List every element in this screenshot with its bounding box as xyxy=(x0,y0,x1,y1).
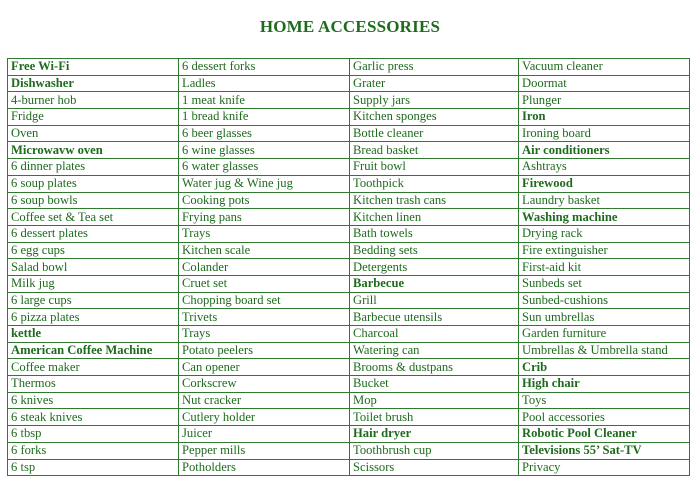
table-cell: Toilet brush xyxy=(350,409,519,426)
table-row xyxy=(8,175,690,192)
table-cell: Mop xyxy=(350,392,519,409)
table-row xyxy=(8,292,690,309)
table-cell: 6 forks xyxy=(8,442,179,459)
table-row xyxy=(8,426,690,443)
table-cell: Charcoal xyxy=(350,326,519,343)
table-cell: Grater xyxy=(350,75,519,92)
table-cell: Detergents xyxy=(350,259,519,276)
table-cell: Vacuum cleaner xyxy=(519,59,690,76)
table-cell: Barbecue utensils xyxy=(350,309,519,326)
table-cell: 6 dessert forks xyxy=(179,59,350,76)
table-cell: Milk jug xyxy=(8,275,179,292)
table-cell: 6 soup plates xyxy=(8,175,179,192)
table-cell: Televisions 55’ Sat-TV xyxy=(519,442,690,459)
table-cell: 6 beer glasses xyxy=(179,125,350,142)
table-cell: Kitchen trash cans xyxy=(350,192,519,209)
table-cell: Laundry basket xyxy=(519,192,690,209)
table-cell: Sun umbrellas xyxy=(519,309,690,326)
table-cell: Toys xyxy=(519,392,690,409)
table-cell: Water jug & Wine jug xyxy=(179,175,350,192)
table-cell: Doormat xyxy=(519,75,690,92)
page-title: HOME ACCESSORIES xyxy=(259,17,441,36)
table-cell: Ladles xyxy=(179,75,350,92)
table-cell: Coffee maker xyxy=(8,359,179,376)
table-cell: Frying pans xyxy=(179,209,350,226)
table-cell: Thermos xyxy=(8,376,179,393)
table-cell: 6 dessert plates xyxy=(8,225,179,242)
table-cell: Washing machine xyxy=(519,209,690,226)
table-row xyxy=(8,125,690,142)
table-row xyxy=(8,442,690,459)
table-cell: Bedding sets xyxy=(350,242,519,259)
table-cell: Crib xyxy=(519,359,690,376)
table-row xyxy=(8,92,690,109)
table-cell: Colander xyxy=(179,259,350,276)
table-cell: 1 meat knife xyxy=(179,92,350,109)
table-cell: Free Wi-Fi xyxy=(8,59,179,76)
table-row xyxy=(8,359,690,376)
table-cell: Kitchen sponges xyxy=(350,109,519,126)
table-cell: Watering can xyxy=(350,342,519,359)
table-cell: Privacy xyxy=(519,459,690,476)
table-cell: Fruit bowl xyxy=(350,159,519,176)
table-cell: Toothpick xyxy=(350,175,519,192)
table-cell: Cutlery holder xyxy=(179,409,350,426)
table-cell: Toothbrush cup xyxy=(350,442,519,459)
table-cell: Corkscrew xyxy=(179,376,350,393)
table-cell: First-aid kit xyxy=(519,259,690,276)
table-cell: 6 tsp xyxy=(8,459,179,476)
table-cell: Juicer xyxy=(179,426,350,443)
table-cell: 1 bread knife xyxy=(179,109,350,126)
table-cell: Can opener xyxy=(179,359,350,376)
table-cell: Dishwasher xyxy=(8,75,179,92)
table-cell: Sunbeds set xyxy=(519,275,690,292)
table-cell: Cruet set xyxy=(179,275,350,292)
table-row xyxy=(8,242,690,259)
table-cell: 6 large cups xyxy=(8,292,179,309)
table-row xyxy=(8,192,690,209)
table-cell: Fire extinguisher xyxy=(519,242,690,259)
table-cell: Hair dryer xyxy=(350,426,519,443)
table-cell: Iron xyxy=(519,109,690,126)
table-cell: Kitchen linen xyxy=(350,209,519,226)
table-cell: Ironing board xyxy=(519,125,690,142)
table-row xyxy=(8,209,690,226)
table-cell: Kitchen scale xyxy=(179,242,350,259)
table-row xyxy=(8,109,690,126)
table-cell: 6 pizza plates xyxy=(8,309,179,326)
table-cell: American Coffee Machine xyxy=(8,342,179,359)
table-cell: Scissors xyxy=(350,459,519,476)
table-cell: 6 dinner plates xyxy=(8,159,179,176)
table-cell: Robotic Pool Cleaner xyxy=(519,426,690,443)
table-cell: 6 soup bowls xyxy=(8,192,179,209)
table-cell: 6 egg cups xyxy=(8,242,179,259)
table-cell: Nut cracker xyxy=(179,392,350,409)
table-cell: Fridge xyxy=(8,109,179,126)
table-cell: Chopping board set xyxy=(179,292,350,309)
table-row xyxy=(8,142,690,159)
table-row xyxy=(8,59,690,76)
table-cell: Bread basket xyxy=(350,142,519,159)
table-cell: Brooms & dustpans xyxy=(350,359,519,376)
table-cell: Sunbed-cushions xyxy=(519,292,690,309)
table-cell: kettle xyxy=(8,326,179,343)
table-cell: Barbecue xyxy=(350,275,519,292)
table-cell: Trivets xyxy=(179,309,350,326)
table-cell: 6 wine glasses xyxy=(179,142,350,159)
table-row xyxy=(8,409,690,426)
accessories-table-body xyxy=(8,59,690,476)
table-cell: Firewood xyxy=(519,175,690,192)
table-row xyxy=(8,225,690,242)
table-cell: Trays xyxy=(179,225,350,242)
table-cell: Salad bowl xyxy=(8,259,179,276)
table-cell: Trays xyxy=(179,326,350,343)
table-row xyxy=(8,309,690,326)
table-cell: Supply jars xyxy=(350,92,519,109)
table-cell: Pool accessories xyxy=(519,409,690,426)
table-cell: 6 water glasses xyxy=(179,159,350,176)
table-cell: Grill xyxy=(350,292,519,309)
table-cell: High chair xyxy=(519,376,690,393)
table-cell: Oven xyxy=(8,125,179,142)
accessories-table xyxy=(7,58,690,476)
table-row xyxy=(8,259,690,276)
table-cell: Bucket xyxy=(350,376,519,393)
table-cell: Umbrellas & Umbrella stand xyxy=(519,342,690,359)
table-cell: Garlic press xyxy=(350,59,519,76)
table-cell: Drying rack xyxy=(519,225,690,242)
table-cell: 6 knives xyxy=(8,392,179,409)
table-row xyxy=(8,392,690,409)
table-cell: Plunger xyxy=(519,92,690,109)
table-cell: 4-burner hob xyxy=(8,92,179,109)
table-cell: Garden furniture xyxy=(519,326,690,343)
table-cell: Pepper mills xyxy=(179,442,350,459)
table-row xyxy=(8,159,690,176)
table-cell: 6 tbsp xyxy=(8,426,179,443)
table-cell: Coffee set & Tea set xyxy=(8,209,179,226)
table-cell: Potato peelers xyxy=(179,342,350,359)
table-cell: 6 steak knives xyxy=(8,409,179,426)
table-row xyxy=(8,275,690,292)
table-cell: Air conditioners xyxy=(519,142,690,159)
table-cell: Potholders xyxy=(179,459,350,476)
table-row xyxy=(8,342,690,359)
table-cell: Microwavw oven xyxy=(8,142,179,159)
table-row xyxy=(8,75,690,92)
table-cell: Cooking pots xyxy=(179,192,350,209)
table-row xyxy=(8,376,690,393)
table-cell: Ashtrays xyxy=(519,159,690,176)
table-cell: Bath towels xyxy=(350,225,519,242)
table-cell: Bottle cleaner xyxy=(350,125,519,142)
table-row xyxy=(8,326,690,343)
table-row xyxy=(8,459,690,476)
